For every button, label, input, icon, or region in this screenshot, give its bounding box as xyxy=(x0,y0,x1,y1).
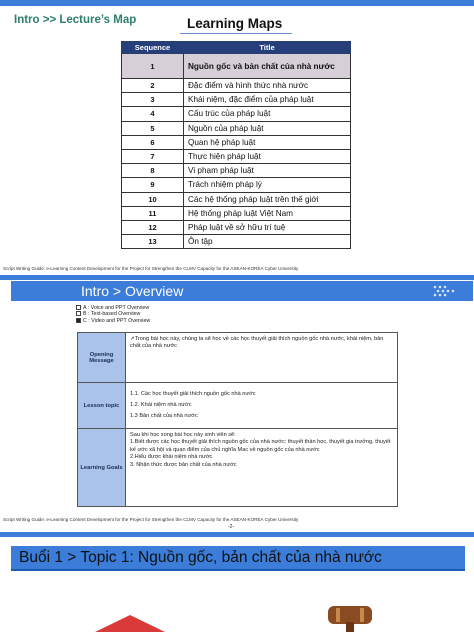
table-row xyxy=(122,235,351,249)
title-cell: Cấu trúc của pháp luật xyxy=(184,107,351,121)
sequence-cell: 11 xyxy=(122,206,184,220)
title-cell: Vi phạm pháp luật xyxy=(184,164,351,178)
slide-divider xyxy=(0,532,474,537)
sequence-cell: 8 xyxy=(122,164,184,178)
table-row xyxy=(122,79,351,93)
table-row xyxy=(78,333,398,383)
table-row xyxy=(122,164,351,178)
title-cell: Thực hiện pháp luật xyxy=(184,149,351,163)
column-header-title: Title xyxy=(184,42,351,54)
table-row xyxy=(122,135,351,149)
table-row xyxy=(122,121,351,135)
unchecked-box-icon xyxy=(76,305,81,310)
opening-message-label: Opening Message xyxy=(78,333,126,383)
sequence-cell: 4 xyxy=(122,107,184,121)
section-title: Intro > Overview xyxy=(81,283,184,299)
learning-goals-intro: Sau khi học xong bài học này sinh viên sẽ: xyxy=(130,432,236,438)
legend-item xyxy=(76,318,150,324)
table-row xyxy=(78,383,398,429)
title-cell: Ôn tập xyxy=(184,235,351,249)
lesson-topic-item: 1.1. Các học thuyết giải thích nguồn gốc nhà nước xyxy=(130,391,256,397)
slide-divider xyxy=(0,275,474,280)
learning-goal-item: 2.Hiểu được khái niệm nhà nước xyxy=(130,454,213,461)
overview-table xyxy=(77,332,398,507)
table-row xyxy=(122,178,351,192)
title-cell: Quan hệ pháp luật xyxy=(184,135,351,149)
lesson-topic-item: 1.2. Khái niệm nhà nước xyxy=(130,402,192,408)
title-cell: Hệ thống pháp luật Việt Nam xyxy=(184,206,351,220)
page-title: Learning Maps xyxy=(187,16,283,31)
table-row xyxy=(122,107,351,121)
gavel-band xyxy=(360,608,364,622)
section-title: Buổi 1 > Topic 1: Nguồn gốc, bản chất của nhà nước xyxy=(19,549,382,566)
table-row xyxy=(122,192,351,206)
footer-text: Script Writing Guide: e-Learning Content Development for the Project for Strengthen the CLMV Capacity for the ASEAN-KOREA Cyber University xyxy=(3,266,299,271)
section-header xyxy=(11,546,465,571)
lesson-topic-item: 1.3 Bản chất của nhà nước xyxy=(130,413,198,419)
sequence-cell: 13 xyxy=(122,235,184,249)
lesson-topic-label: Lesson topic xyxy=(78,383,126,429)
opening-message-cell xyxy=(126,333,398,383)
breadcrumb: Intro >> Lecture’s Map xyxy=(14,14,137,26)
gavel-band xyxy=(336,608,340,622)
sequence-cell: 12 xyxy=(122,220,184,234)
title-cell: Trách nhiệm pháp lý xyxy=(184,178,351,192)
sequence-cell: 9 xyxy=(122,178,184,192)
top-accent-bar xyxy=(0,0,474,6)
sequence-cell: 7 xyxy=(122,149,184,163)
gavel-handle xyxy=(346,622,354,632)
table-row xyxy=(122,149,351,163)
checked-box-icon xyxy=(76,318,81,323)
learning-goals-cell xyxy=(126,429,398,507)
sequence-cell: 1 xyxy=(122,54,184,79)
table-row xyxy=(122,54,351,79)
legend-label: B : Text-based Overview xyxy=(83,311,141,318)
lesson-topic-cell xyxy=(126,383,398,429)
table-row xyxy=(122,206,351,220)
unchecked-box-icon xyxy=(76,311,81,316)
sequence-cell: 3 xyxy=(122,93,184,107)
sequence-cell: 2 xyxy=(122,79,184,93)
table-header-row xyxy=(122,42,351,54)
sequence-cell: 5 xyxy=(122,121,184,135)
title-underline xyxy=(180,33,292,34)
table-row xyxy=(122,93,351,107)
dots-decoration-icon xyxy=(433,285,455,297)
opening-message-text: Trong bài học này, chúng ta sẽ học về các học thuyết giải thích nguồn gốc nhà nước, khái niệm, bản chất của nhà nước xyxy=(130,336,384,350)
sequence-cell: 10 xyxy=(122,192,184,206)
section-header xyxy=(11,281,473,301)
title-cell: Các hệ thống pháp luật trên thế giới xyxy=(184,192,351,206)
sequence-cell: 6 xyxy=(122,135,184,149)
title-cell: Pháp luật về sở hữu trí tuệ xyxy=(184,220,351,234)
title-cell: Nguồn của pháp luật xyxy=(184,121,351,135)
table-row xyxy=(122,220,351,234)
page-number: -2- xyxy=(228,524,235,530)
title-cell: Đặc điểm và hình thức nhà nước xyxy=(184,79,351,93)
red-shape-graphic xyxy=(95,615,165,632)
learning-map-table xyxy=(121,41,351,249)
learning-goal-item: 1.Biết được các học thuyết giải thích nguồn gốc của nhà nước: thuyết thần học, thuyết gia trưởng, thuyết kế ước xã hội và quan điểm của chủ nghĩa Mac về nguồn gốc của nhà nước xyxy=(130,439,391,453)
title-cell: Khái niệm, đặc điểm của pháp luật xyxy=(184,93,351,107)
title-cell: Nguồn gốc và bản chất của nhà nước xyxy=(184,54,351,79)
learning-goals-label: Learning Goals xyxy=(78,429,126,507)
column-header-sequence: Sequence xyxy=(122,42,184,54)
learning-goal-item: 3. Nhận thức được bản chất của nhà nước xyxy=(130,461,237,468)
table-row xyxy=(78,429,398,507)
legend-label: C : Video and PPT Overview xyxy=(83,317,151,324)
overview-type-legend xyxy=(76,305,150,324)
legend-label: A : Voice and PPT Overview xyxy=(83,305,150,311)
footer-text: Script Writing Guide: e-Learning Content Development for the Project for Strengthen the CLMV Capacity for the ASEAN-KOREA Cyber University xyxy=(3,517,299,522)
cursor-icon: ➚ xyxy=(130,336,135,342)
